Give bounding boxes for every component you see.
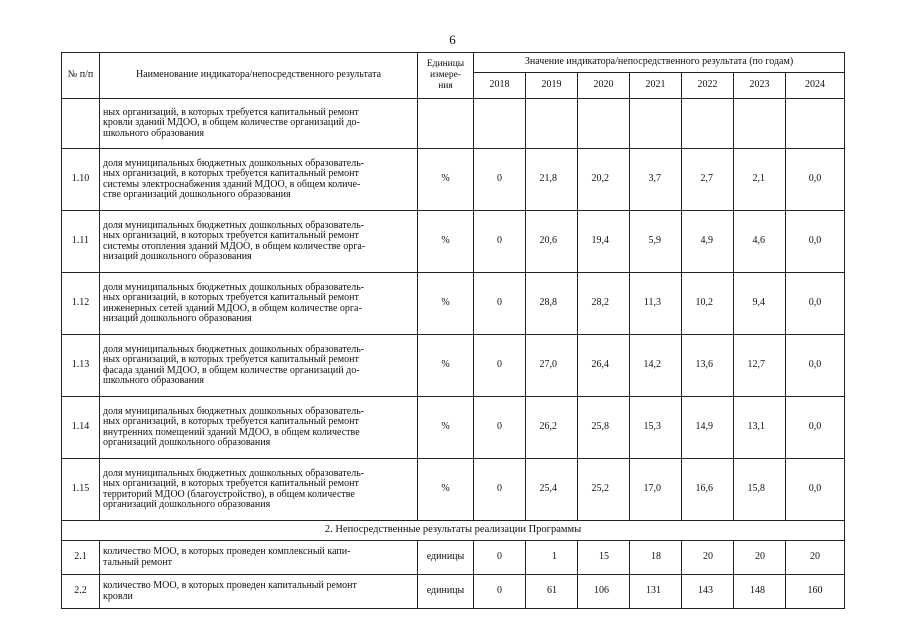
- section-title: 2. Непосредственные результаты реализации Программы: [62, 521, 845, 541]
- unit-cell: [418, 99, 474, 149]
- value-cell: 27,0: [526, 335, 578, 397]
- indicator-name: количество МОО, в которых проведен капитальный ремонт кровли: [100, 575, 418, 609]
- value-cell: 131: [630, 575, 682, 609]
- row-number: 1.11: [62, 211, 100, 273]
- row-number: 1.14: [62, 397, 100, 459]
- value-cell: 14,9: [682, 397, 734, 459]
- header-values: Значение индикатора/непосредственного результата (по годам): [474, 53, 845, 73]
- value-cell: 4,6: [734, 211, 786, 273]
- row-number: [62, 99, 100, 149]
- value-cell: 61: [526, 575, 578, 609]
- value-cell: 4,9: [682, 211, 734, 273]
- value-cell: 9,4: [734, 273, 786, 335]
- table-row: [62, 541, 845, 575]
- value-cell: 20,2: [578, 149, 630, 211]
- value-cell: 20: [682, 541, 734, 575]
- value-cell: 2,1: [734, 149, 786, 211]
- value-cell: 25,4: [526, 459, 578, 521]
- value-cell: [578, 99, 630, 149]
- value-cell: [474, 99, 526, 149]
- unit-cell: %: [418, 211, 474, 273]
- header-name: Наименование индикатора/непосредственного результата: [100, 53, 418, 99]
- table-row: [62, 575, 845, 609]
- table-row: [62, 459, 845, 521]
- value-cell: 20,6: [526, 211, 578, 273]
- indicator-name: количество МОО, в которых проведен комплексный капи- тальный ремонт: [100, 541, 418, 575]
- header-year: 2020: [578, 73, 630, 99]
- value-cell: 15,3: [630, 397, 682, 459]
- value-cell: 26,2: [526, 397, 578, 459]
- row-number: 1.10: [62, 149, 100, 211]
- indicator-name: доля муниципальных бюджетных дошкольных образователь- ных организаций, в которых требуется капитальный ремонт инженерных сетей зданий МДОО, в общем количестве орга- низаций дошкольного образования: [100, 273, 418, 335]
- value-cell: 0: [474, 459, 526, 521]
- value-cell: 10,2: [682, 273, 734, 335]
- unit-cell: единицы: [418, 541, 474, 575]
- unit-cell: %: [418, 335, 474, 397]
- header-year: 2019: [526, 73, 578, 99]
- page-number: 6: [449, 32, 456, 47]
- indicator-name: доля муниципальных бюджетных дошкольных образователь- ных организаций, в которых требуется капитальный ремонт территорий МДОО (благоустройство), в общем количестве организаций дошкольного образования: [100, 459, 418, 521]
- row-number: 1.15: [62, 459, 100, 521]
- value-cell: 0: [474, 211, 526, 273]
- header-year: 2022: [682, 73, 734, 99]
- value-cell: 28,2: [578, 273, 630, 335]
- value-cell: 13,6: [682, 335, 734, 397]
- value-cell: 12,7: [734, 335, 786, 397]
- header-year: 2023: [734, 73, 786, 99]
- value-cell: 25,2: [578, 459, 630, 521]
- value-cell: 0,0: [786, 397, 845, 459]
- header-year: 2021: [630, 73, 682, 99]
- row-number: 1.13: [62, 335, 100, 397]
- table-row: [62, 335, 845, 397]
- indicator-name: доля муниципальных бюджетных дошкольных образователь- ных организаций, в которых требуется капитальный ремонт системы отопления зданий МДОО, в общем количестве орга- низаций дошкольного образования: [100, 211, 418, 273]
- value-cell: 13,1: [734, 397, 786, 459]
- unit-cell: %: [418, 397, 474, 459]
- value-cell: 0: [474, 335, 526, 397]
- value-cell: 0: [474, 149, 526, 211]
- value-cell: [630, 99, 682, 149]
- table-row: [62, 149, 845, 211]
- unit-cell: %: [418, 273, 474, 335]
- table-row: [62, 99, 845, 149]
- value-cell: 21,8: [526, 149, 578, 211]
- value-cell: 11,3: [630, 273, 682, 335]
- value-cell: 5,9: [630, 211, 682, 273]
- value-cell: 16,6: [682, 459, 734, 521]
- table-row: [62, 273, 845, 335]
- value-cell: [526, 99, 578, 149]
- header-year: 2018: [474, 73, 526, 99]
- value-cell: 0,0: [786, 149, 845, 211]
- unit-cell: единицы: [418, 575, 474, 609]
- value-cell: 143: [682, 575, 734, 609]
- value-cell: 0,0: [786, 211, 845, 273]
- indicator-table: [61, 52, 845, 609]
- value-cell: 3,7: [630, 149, 682, 211]
- indicator-name: доля муниципальных бюджетных дошкольных образователь- ных организаций, в которых требуется капитальный ремонт внутренних помещений зданий МДОО, в общем количестве организаций дошкольного образования: [100, 397, 418, 459]
- value-cell: 106: [578, 575, 630, 609]
- value-cell: 17,0: [630, 459, 682, 521]
- value-cell: 0,0: [786, 335, 845, 397]
- value-cell: [734, 99, 786, 149]
- value-cell: 0: [474, 273, 526, 335]
- value-cell: 0: [474, 575, 526, 609]
- value-cell: 148: [734, 575, 786, 609]
- header-unit: Единицы измере- ния: [418, 53, 474, 99]
- row-number: 2.1: [62, 541, 100, 575]
- value-cell: 0: [474, 397, 526, 459]
- header-year: 2024: [786, 73, 845, 99]
- value-cell: 160: [786, 575, 845, 609]
- indicator-name: доля муниципальных бюджетных дошкольных образователь- ных организаций, в которых требуется капитальный ремонт фасада зданий МДОО, в общем количестве организаций до- школьного образования: [100, 335, 418, 397]
- value-cell: 14,2: [630, 335, 682, 397]
- value-cell: 0,0: [786, 273, 845, 335]
- value-cell: 28,8: [526, 273, 578, 335]
- value-cell: 19,4: [578, 211, 630, 273]
- value-cell: 2,7: [682, 149, 734, 211]
- table-row: [62, 397, 845, 459]
- value-cell: 1: [526, 541, 578, 575]
- value-cell: 0: [474, 541, 526, 575]
- table-row: [62, 211, 845, 273]
- row-number: 1.12: [62, 273, 100, 335]
- indicator-name: ных организаций, в которых требуется капитальный ремонт кровли зданий МДОО, в общем количестве организаций до- школьного образования: [100, 99, 418, 149]
- value-cell: 20: [786, 541, 845, 575]
- unit-cell: %: [418, 459, 474, 521]
- header-num: № п/п: [62, 53, 100, 99]
- indicator-name: доля муниципальных бюджетных дошкольных образователь- ных организаций, в которых требуется капитальный ремонт системы электроснабжения зданий МДОО, в общем количе- стве организаций дошкольного образования: [100, 149, 418, 211]
- value-cell: 26,4: [578, 335, 630, 397]
- value-cell: 15,8: [734, 459, 786, 521]
- row-number: 2.2: [62, 575, 100, 609]
- value-cell: 18: [630, 541, 682, 575]
- value-cell: 20: [734, 541, 786, 575]
- value-cell: [786, 99, 845, 149]
- value-cell: 0,0: [786, 459, 845, 521]
- value-cell: [682, 99, 734, 149]
- unit-cell: %: [418, 149, 474, 211]
- value-cell: 15: [578, 541, 630, 575]
- value-cell: 25,8: [578, 397, 630, 459]
